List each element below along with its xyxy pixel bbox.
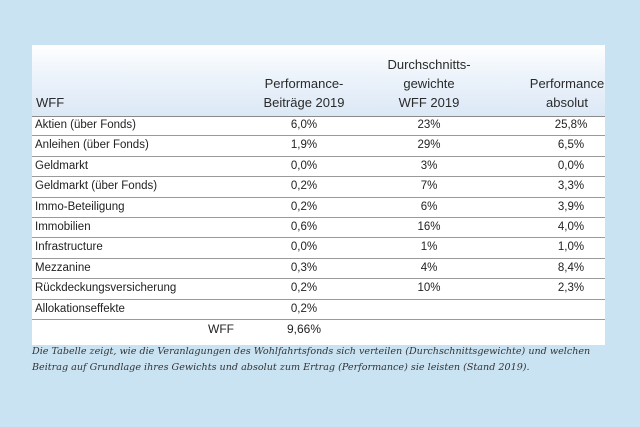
- row-name: Allokationseffekte: [35, 302, 125, 315]
- row-name: Rückdeckungsversicherung: [35, 282, 177, 295]
- table-row: [32, 116, 605, 136]
- row-performance: 1,9%: [290, 139, 318, 152]
- row-weight: 1%: [420, 241, 438, 254]
- row-name: Anleihen (über Fonds): [35, 139, 149, 152]
- row-absolute: 1,0%: [557, 241, 585, 254]
- table-row: [32, 218, 605, 238]
- row-weight: 16%: [417, 220, 441, 233]
- table-row: [32, 177, 605, 197]
- row-name: Aktien (über Fonds): [35, 119, 136, 131]
- table-row: [32, 136, 605, 156]
- row-performance: 0,2%: [290, 302, 318, 315]
- row-absolute: 6,5%: [557, 139, 585, 152]
- header-durchschnittsgewichte: Durchschnitts- gewichte WFF 2019: [387, 57, 471, 110]
- table-body: [32, 116, 605, 320]
- row-performance: 0,3%: [290, 261, 318, 274]
- table-header: [32, 45, 605, 117]
- row-performance: 0,0%: [290, 241, 318, 254]
- row-weight: 6%: [420, 200, 438, 213]
- total-label: WFF: [208, 322, 234, 336]
- total-value: 9,66%: [286, 322, 322, 336]
- row-performance: 0,6%: [290, 220, 318, 233]
- row-name: Geldmarkt (über Fonds): [35, 180, 158, 193]
- row-absolute: 3,3%: [557, 180, 585, 193]
- row-name: Mezzanine: [35, 261, 91, 274]
- row-name: Infrastructure: [35, 241, 103, 254]
- row-absolute: 8,4%: [557, 261, 585, 274]
- row-performance: 0,2%: [290, 180, 318, 193]
- header-wff: WFF: [36, 95, 65, 110]
- row-performance: 0,2%: [290, 282, 318, 295]
- table-caption: [32, 344, 612, 376]
- row-absolute: 25,8%: [554, 119, 588, 131]
- table-row: [32, 259, 605, 279]
- row-absolute: 2,3%: [557, 282, 585, 295]
- row-absolute: 4,0%: [557, 220, 585, 233]
- row-name: Immobilien: [35, 220, 91, 233]
- total-row: [32, 320, 605, 340]
- performance-table: [32, 45, 605, 345]
- row-name: Immo-Beteiligung: [35, 200, 125, 213]
- table-row: [32, 198, 605, 218]
- header-performance-absolut: Performance absolut: [529, 76, 605, 110]
- row-absolute: 3,9%: [557, 200, 585, 213]
- row-weight: 29%: [417, 139, 441, 152]
- row-name: Geldmarkt: [35, 159, 89, 172]
- row-weight: 7%: [420, 180, 438, 193]
- table-row: [32, 300, 605, 320]
- table-row: [32, 279, 605, 299]
- row-weight: 3%: [420, 159, 438, 172]
- row-weight: 10%: [417, 282, 441, 295]
- table-row: [32, 157, 605, 177]
- row-weight: 23%: [417, 119, 441, 131]
- table-row: [32, 238, 605, 258]
- header-performance-beitraege: Performance- Beiträge 2019: [263, 76, 345, 110]
- row-performance: 0,2%: [290, 200, 318, 213]
- caption-line-1: Die Tabelle zeigt, wie die Veranlagungen des Wohlfahrtsfonds sich verteilen (Durchschnittsgewichte) und welchen: [32, 346, 591, 357]
- caption-line-2: Beitrag auf Grundlage ihres Gewichts und absolut zum Ertrag (Performance) sie leisten (Stand 2019).: [32, 362, 530, 373]
- row-absolute: 0,0%: [557, 159, 585, 172]
- row-performance: 6,0%: [290, 119, 318, 131]
- row-weight: 4%: [420, 261, 438, 274]
- row-performance: 0,0%: [290, 159, 318, 172]
